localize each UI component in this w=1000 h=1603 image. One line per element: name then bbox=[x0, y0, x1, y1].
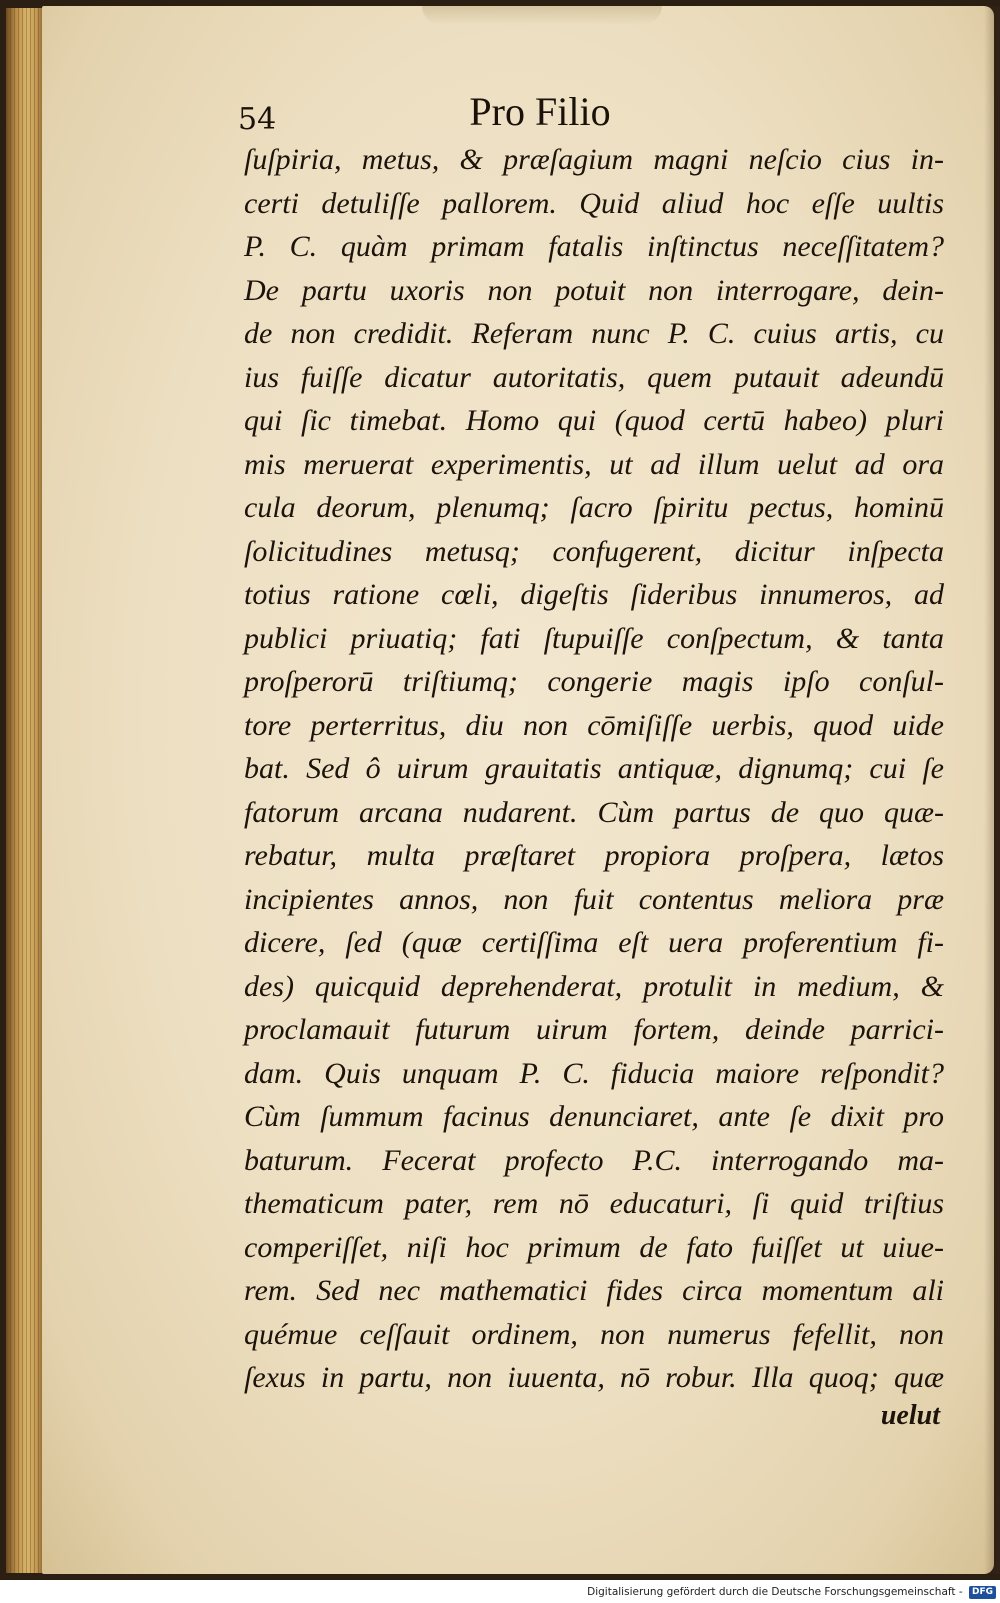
dfg-logo[interactable]: DFG bbox=[969, 1586, 996, 1599]
running-head: Pro Filio bbox=[469, 89, 611, 134]
text-line: incipientes annos, non fuit contentus meliora præ bbox=[244, 882, 944, 916]
footer-credit-text: Digitalisierung gefördert durch die Deutsche Forschungsgemeinschaft - bbox=[587, 1586, 963, 1598]
text-line: qui ſic timebat. Homo qui (quod certū habeo) pluri bbox=[244, 404, 944, 437]
text-line: ſexus in partu, non iuuenta, nō robur. Illa quoq; quæ bbox=[244, 1361, 944, 1394]
text-line: ſuſpiria, metus, & præſagium magni neſcio cius in- bbox=[244, 143, 944, 176]
text-line: ius fuiſſe dicatur autoritatis, quem putauit adeundū bbox=[244, 360, 944, 394]
page-edge-texture bbox=[10, 8, 40, 1573]
page-shadow bbox=[984, 6, 1000, 1574]
text-line: P. C. quàm primam fatalis inſtinctus neceſſitatem? bbox=[244, 230, 944, 263]
text-line: proſperorū triſtiumq; congerie magis ipſo conſul- bbox=[244, 665, 944, 698]
text-line: ſolicitudines metusq; confugerent, dicitur inſpecta bbox=[244, 534, 944, 568]
text-line: bat. Sed ô uirum grauitatis antiquæ, dignumq; cui ſe bbox=[244, 752, 944, 785]
text-line: mis meruerat experimentis, ut ad illum uelut ad ora bbox=[244, 447, 944, 481]
text-line: thematicum pater, rem nō educaturi, ſi quid triſtius bbox=[244, 1187, 944, 1220]
body-text bbox=[244, 138, 944, 1400]
text-line: proclamauit futurum uirum fortem, deinde parrici- bbox=[244, 1013, 944, 1046]
text-line: rem. Sed nec mathematici fides circa momentum ali bbox=[244, 1274, 944, 1307]
text-line: dicere, ſed (quæ certiſſima eſt uera proferentium fi- bbox=[244, 926, 944, 959]
text-line: quémue ceſſauit ordinem, non numerus fefellit, non bbox=[244, 1317, 944, 1351]
footer-credit bbox=[0, 1582, 996, 1602]
text-line: certi detuliſſe pallorem. Quid aliud hoc eſſe uultis bbox=[244, 186, 944, 220]
text-line: comperiſſet, niſi hoc primum de fato fuiſſet ut uiue- bbox=[244, 1230, 944, 1264]
page-top-damage bbox=[422, 6, 662, 24]
text-line: baturum. Fecerat profecto P.C. interrogando ma- bbox=[244, 1143, 944, 1177]
text-line: Cùm ſummum facinus denunciaret, ante ſe dixit pro bbox=[244, 1100, 944, 1133]
text-line: De partu uxoris non potuit non interrogare, dein- bbox=[244, 273, 944, 307]
catchword: uelut bbox=[880, 1400, 940, 1431]
text-line: des) quicquid deprehenderat, protulit in medium, & bbox=[244, 969, 944, 1003]
text-line: cula deorum, plenumq; ſacro ſpiritu pectus, hominū bbox=[244, 491, 944, 524]
page-number: 54 bbox=[238, 102, 277, 137]
text-line: rebatur, multa præſtaret propiora proſpera, lætos bbox=[244, 839, 944, 872]
text-line: dam. Quis unquam P. C. fiducia maiore reſpondit? bbox=[244, 1056, 944, 1090]
text-line: fatorum arcana nudarent. Cùm partus de quo quæ- bbox=[244, 795, 944, 829]
text-line: totius ratione cœli, digeſtis ſideribus innumeros, ad bbox=[244, 578, 944, 611]
text-line: tore perterritus, diu non cōmiſiſſe uerbis, quod uide bbox=[244, 708, 944, 742]
text-line: publici priuatiq; fati ſtupuiſſe conſpectum, & tanta bbox=[244, 621, 944, 655]
text-line: de non credidit. Referam nunc P. C. cuius artis, cu bbox=[244, 317, 944, 350]
